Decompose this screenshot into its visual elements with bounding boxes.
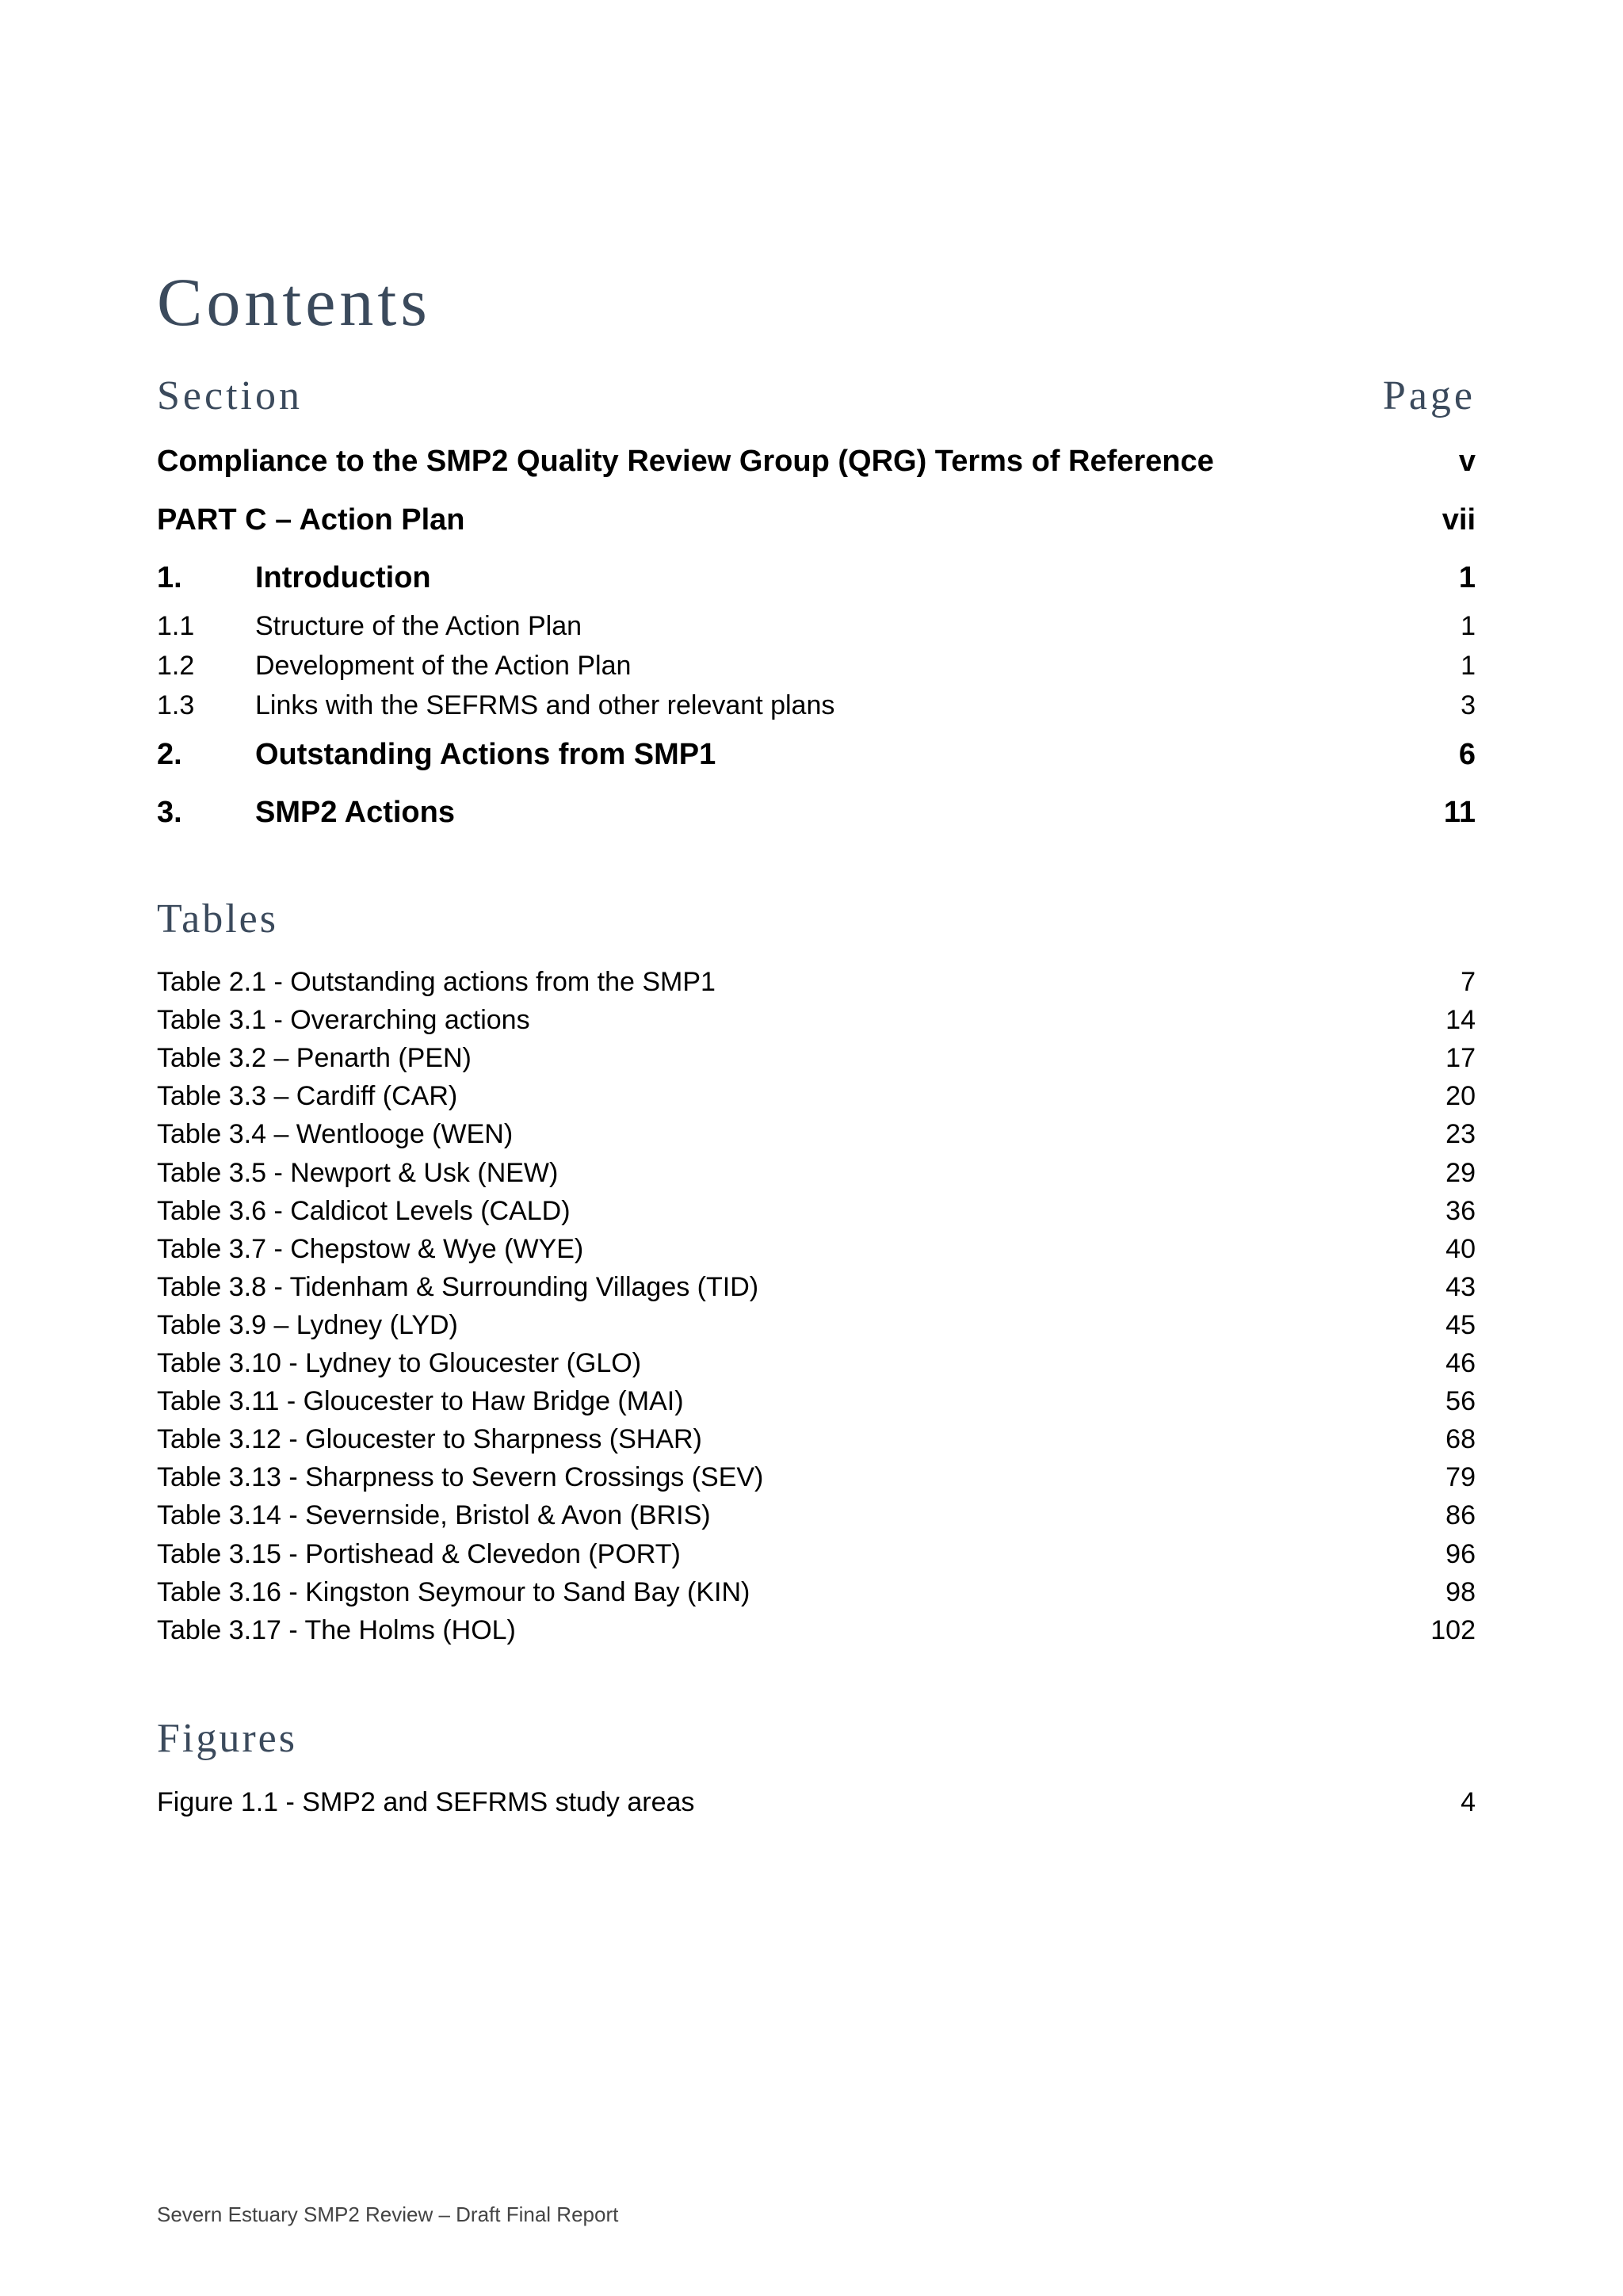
- table-entry-page: 56: [1445, 1386, 1476, 1416]
- section-column-header: Section: [157, 373, 303, 418]
- table-entry-page: 102: [1430, 1615, 1476, 1645]
- toc-entry-number: 1.1: [157, 611, 195, 641]
- table-entry-label: Table 3.9 – Lydney (LYD): [157, 1310, 458, 1340]
- toc-entry-label: Outstanding Actions from SMP1: [255, 738, 716, 771]
- table-entry-page: 29: [1445, 1158, 1476, 1188]
- table-entry-page: 23: [1445, 1119, 1476, 1149]
- toc-entry-page: 6: [1458, 738, 1476, 771]
- table-entry-page: 46: [1445, 1348, 1476, 1378]
- table-entry-page: 86: [1445, 1500, 1476, 1530]
- column-headers: [157, 373, 1476, 423]
- table-entry-label: Table 3.1 - Overarching actions: [157, 1005, 530, 1035]
- toc-entry-label: PART C – Action Plan: [157, 503, 465, 537]
- toc-entry-label: Introduction: [255, 561, 431, 594]
- page-column-header: Page: [1382, 373, 1476, 418]
- toc-entry-label: Structure of the Action Plan: [255, 611, 582, 641]
- tables-heading: Tables: [157, 896, 278, 942]
- table-entry-page: 68: [1445, 1424, 1476, 1454]
- table-entry-page: 79: [1445, 1462, 1476, 1492]
- table-entry-label: Table 3.7 - Chepstow & Wye (WYE): [157, 1234, 584, 1264]
- figure-entry-page: 4: [1461, 1787, 1476, 1817]
- table-entry-label: Table 3.15 - Portishead & Clevedon (PORT): [157, 1539, 681, 1569]
- table-entry-page: 7: [1461, 967, 1476, 997]
- table-entry-label: Table 3.11 - Gloucester to Haw Bridge (MAI): [157, 1386, 684, 1416]
- table-entry-page: 17: [1445, 1043, 1476, 1073]
- contents-title: Contents: [157, 264, 431, 340]
- toc-entry-page: 1: [1461, 651, 1476, 681]
- toc-entry-page: 1: [1458, 561, 1476, 594]
- table-entry-page: 98: [1445, 1577, 1476, 1607]
- table-entry-page: 45: [1445, 1310, 1476, 1340]
- table-entry-label: Table 3.2 – Penarth (PEN): [157, 1043, 472, 1073]
- table-entry-label: Table 3.6 - Caldicot Levels (CALD): [157, 1196, 571, 1226]
- toc-entry-label: SMP2 Actions: [255, 796, 455, 829]
- page-footer: Severn Estuary SMP2 Review – Draft Final Report: [157, 2202, 619, 2226]
- table-entry-label: Table 2.1 - Outstanding actions from the SMP1: [157, 967, 716, 997]
- toc-entry-label: Development of the Action Plan: [255, 651, 632, 681]
- toc-entry-page: 3: [1461, 690, 1476, 720]
- table-entry-label: Table 3.3 – Cardiff (CAR): [157, 1081, 458, 1111]
- toc-entry-number: 3.: [157, 796, 182, 829]
- table-entry-page: 14: [1445, 1005, 1476, 1035]
- toc-entry-page: 1: [1461, 611, 1476, 641]
- table-entry-label: Table 3.10 - Lydney to Gloucester (GLO): [157, 1348, 642, 1378]
- table-entry-page: 40: [1445, 1234, 1476, 1264]
- toc-entry-label: Links with the SEFRMS and other relevant plans: [255, 690, 835, 720]
- toc-entry-page: v: [1458, 445, 1476, 478]
- table-entry-label: Table 3.17 - The Holms (HOL): [157, 1615, 516, 1645]
- table-entry-label: Table 3.4 – Wentlooge (WEN): [157, 1119, 514, 1149]
- toc-entry-number: 1.: [157, 561, 182, 594]
- toc-entry-number: 2.: [157, 738, 182, 771]
- table-entry-page: 20: [1445, 1081, 1476, 1111]
- table-entry-page: 36: [1445, 1196, 1476, 1226]
- table-entry-label: Table 3.8 - Tidenham & Surrounding Villages (TID): [157, 1272, 759, 1302]
- toc-entry-number: 1.3: [157, 690, 195, 720]
- table-entry-label: Table 3.14 - Severnside, Bristol & Avon (BRIS): [157, 1500, 711, 1530]
- table-entry-page: 96: [1445, 1539, 1476, 1569]
- table-entry-label: Table 3.13 - Sharpness to Severn Crossings (SEV): [157, 1462, 764, 1492]
- figures-heading: Figures: [157, 1716, 297, 1761]
- toc-entry-label: Compliance to the SMP2 Quality Review Group (QRG) Terms of Reference: [157, 445, 1214, 478]
- table-entry-label: Table 3.5 - Newport & Usk (NEW): [157, 1158, 559, 1188]
- figure-entry-label: Figure 1.1 - SMP2 and SEFRMS study areas: [157, 1787, 695, 1817]
- toc-entry-page: vii: [1442, 503, 1476, 537]
- toc-entry-page: 11: [1443, 796, 1476, 829]
- table-entry-label: Table 3.12 - Gloucester to Sharpness (SHAR): [157, 1424, 702, 1454]
- table-entry-page: 43: [1445, 1272, 1476, 1302]
- document-page: [157, 0, 1476, 2296]
- toc-entry-number: 1.2: [157, 651, 195, 681]
- table-entry-label: Table 3.16 - Kingston Seymour to Sand Bay (KIN): [157, 1577, 750, 1607]
